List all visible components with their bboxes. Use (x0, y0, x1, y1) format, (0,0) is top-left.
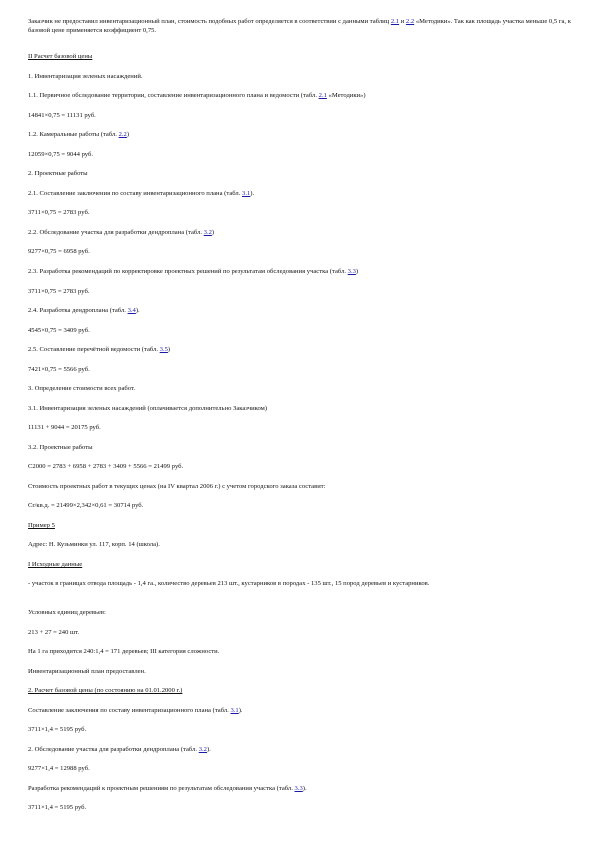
item-2-3 (28, 267, 573, 276)
base-price-heading (28, 686, 573, 695)
paragraph-text: 14841×0,75 = 11131 руб. (28, 112, 96, 119)
paragraph-text: ) (167, 346, 171, 353)
paragraph-text: 1. Инвентаризация зеленых насаждений. (28, 73, 143, 80)
paragraph-text: Составление заключения по составу инвентаризационного плана (табл. (28, 707, 231, 714)
table-reference-link[interactable]: 3.5 (159, 346, 168, 353)
item-1-1 (28, 91, 573, 100)
underlined-heading-text: Пример 5 (28, 522, 55, 529)
table-reference-link[interactable]: 3.1 (242, 190, 251, 197)
item-1-2 (28, 130, 573, 139)
paragraph-text: 11131 + 9044 = 20175 руб. (28, 424, 101, 431)
calc-2-4 (28, 326, 573, 335)
paragraph-text: Условных единиц деревьев: (28, 609, 106, 616)
paragraph-text: ). (135, 307, 140, 314)
calc-1-1 (28, 111, 573, 120)
section-heading (28, 52, 573, 61)
heading-1 (28, 72, 573, 81)
ex5-item-3 (28, 784, 573, 793)
table-reference-link[interactable]: 2.1 (318, 92, 327, 99)
paragraph-text: 7421×0,75 = 5566 руб. (28, 366, 90, 373)
table-reference-link[interactable]: 3.1 (230, 707, 239, 714)
paragraph-text: 9277×1,4 = 12988 руб. (28, 765, 90, 772)
source-data-heading (28, 560, 573, 569)
paragraph-text: Адрес: Н. Кузьминки ул. 117, корп. 14 (школа). (28, 541, 160, 548)
paragraph-text: Разработка рекомендаций к проектным решениям по результатам обследования участка (табл. (28, 785, 295, 792)
calc-3-1 (28, 423, 573, 432)
paragraph-text: С2000 = 2783 + 6958 + 2783 + 3409 + 5566 = 21499 руб. (28, 463, 184, 470)
paragraph-text: 2.4. Разработка дендроплана (табл. (28, 307, 128, 314)
calc-total (28, 501, 573, 510)
paragraph-text: 213 + 27 = 240 шт. (28, 629, 80, 636)
item-3-1 (28, 404, 573, 413)
ex5-calc-2 (28, 764, 573, 773)
ex5-item-1 (28, 706, 573, 715)
item-2-1 (28, 189, 573, 198)
paragraph-text: 1.2. Камеральные работы (табл. (28, 131, 119, 138)
item-2-4 (28, 306, 573, 315)
intro-para (28, 17, 573, 35)
paragraph-text: ). (302, 785, 307, 792)
paragraph-text: 3711×1,4 = 5195 руб. (28, 804, 87, 811)
paragraph-text: 3. Определение стоимости всех работ. (28, 385, 136, 392)
source-data-text (28, 579, 573, 588)
cost-statement (28, 482, 573, 491)
paragraph-text: 1.1. Первичное обследование территории, составление инвентаризационного плана и ведомости (табл. (28, 92, 319, 99)
per-hectare (28, 647, 573, 656)
table-reference-link[interactable]: 3.4 (127, 307, 136, 314)
calc-2-3 (28, 287, 573, 296)
paragraph-text: 3.2. Проектные работы (28, 444, 93, 451)
table-reference-link[interactable]: 2.2 (405, 18, 415, 25)
ex5-calc-3 (28, 803, 573, 812)
paragraph-text: ). (250, 190, 255, 197)
conditional-units (28, 608, 573, 617)
paragraph-text: 4545×0,75 = 3409 руб. (28, 327, 90, 334)
address (28, 540, 573, 549)
paragraph-text: 3711×1,4 = 5195 руб. (28, 726, 87, 733)
paragraph-text: 2.3. Разработка рекомендаций по корректировке проектных решений по результатам обследования участка (табл. (28, 268, 348, 275)
table-reference-link[interactable]: 3.2 (198, 746, 207, 753)
underlined-heading-text: II Расчет базовой цены (28, 53, 93, 60)
table-reference-link[interactable]: 3.3 (347, 268, 356, 275)
paragraph-text: ) (126, 131, 130, 138)
table-reference-link[interactable]: 2.2 (118, 131, 127, 138)
paragraph-text: ) (355, 268, 359, 275)
item-3-2 (28, 443, 573, 452)
heading-3 (28, 384, 573, 393)
paragraph-text: 2.5. Составление перечётной ведомости (табл. (28, 346, 160, 353)
paragraph-text: 3711×0,75 = 2783 руб. (28, 209, 90, 216)
paragraph-text: «Методики») (326, 92, 366, 99)
paragraph-text: На 1 га приходится 240:1,4 = 171 деревьев; III категория сложности. (28, 648, 220, 655)
paragraph-text: 2.1. Составление заключения по составу инвентаризационного плана (табл. (28, 190, 243, 197)
ex5-item-2 (28, 745, 573, 754)
paragraph-text: - участок в границах отвода площадь - 1,4 га., количество деревьев 213 шт., кустарников в породах - 135 шт., 15 пород деревьев и кустарников. (28, 580, 430, 587)
paragraph-text: и (399, 18, 406, 25)
calc-2-2 (28, 247, 573, 256)
example-heading (28, 521, 573, 530)
calc-1-2 (28, 150, 573, 159)
paragraph-text: 12059×0,75 = 9044 руб. (28, 151, 94, 158)
inventory-plan (28, 667, 573, 676)
underlined-heading-text: 2. Расчет базовой цены (по состоянию на 01.01.2000 г.) (28, 687, 183, 694)
paragraph-text: 3711×0,75 = 2783 руб. (28, 288, 90, 295)
paragraph-text: ). (206, 746, 211, 753)
paragraph-text: 2.2. Обследование участка для разработки дендроплана (табл. (28, 229, 204, 236)
paragraph-text: Сr/кв.д. = 21499×2,342×0,61 = 30714 руб. (28, 502, 144, 509)
paragraph-text: 9277×0,75 = 6958 руб. (28, 248, 90, 255)
paragraph-text: 2. Проектные работы (28, 170, 88, 177)
heading-2 (28, 169, 573, 178)
calc-3-2 (28, 462, 573, 471)
item-2-5 (28, 345, 573, 354)
paragraph-text: Инвентаризационный план предоставлен. (28, 668, 146, 675)
calc-2-1 (28, 208, 573, 217)
paragraph-text: Заказчик не предоставил инвентаризационный план, стоимость подобных работ определяется в соответствии с данными таблиц (28, 18, 391, 25)
table-reference-link[interactable]: 3.3 (294, 785, 303, 792)
paragraph-text: ) (211, 229, 215, 236)
underlined-heading-text: I Исходные данные (28, 561, 83, 568)
table-reference-link[interactable]: 2.1 (390, 18, 400, 25)
paragraph-text: «Методики». Так как площадь участка меньше 0,5 га, к базовой цене применяется коэффициент 0,75. (28, 18, 571, 34)
paragraph-text: 3.1. Инвентаризация зеленых насаждений (оплачивается дополнительно Заказчиком) (28, 405, 268, 412)
ex5-calc-1 (28, 725, 573, 734)
table-reference-link[interactable]: 3.2 (203, 229, 212, 236)
calc-units (28, 628, 573, 637)
item-2-2 (28, 228, 573, 237)
paragraph-text: ). (238, 707, 243, 714)
calc-2-5 (28, 365, 573, 374)
paragraph-text: Стоимость проектных работ в текущих ценах (на IV квартал 2006 г.) с учетом городского заказа составит: (28, 483, 326, 490)
paragraph-text: 2. Обследование участка для разработки дендроплана (табл. (28, 746, 199, 753)
